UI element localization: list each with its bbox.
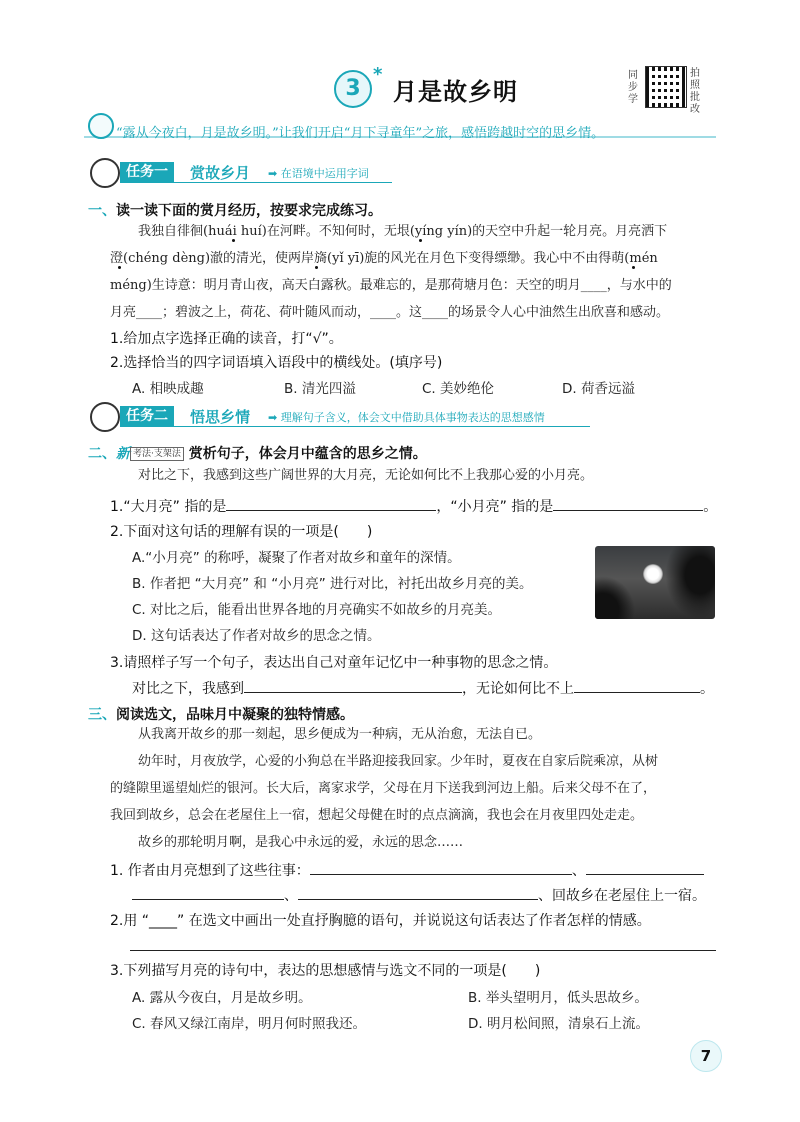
emphasis-dot <box>315 266 318 269</box>
answer-blank[interactable] <box>310 860 572 875</box>
page-number: 7 <box>690 1040 722 1072</box>
passage-line: 幼年时，月夜放学，心爱的小狗总在半路迎接我回家。少年时，夏夜在自家后院乘凉，从树 <box>138 754 659 769</box>
star-mark: * <box>373 64 383 85</box>
task1-header <box>90 160 720 184</box>
qr-label-left: 同步学 <box>628 70 638 105</box>
option-c[interactable]: C. 对比之后，能看出世界各地的月亮确实不如故乡的月亮美。 <box>132 602 502 618</box>
option-d[interactable]: D. 明月松间照，清泉石上流。 <box>468 1016 649 1032</box>
mascot-icon <box>88 113 114 139</box>
answer-blank[interactable] <box>586 860 704 875</box>
lesson-number-badge: 3 <box>334 70 372 108</box>
section2-question-2: 2.下面对这句话的理解有误的一项是( ) <box>110 524 373 540</box>
task2-goal: ➡ 理解句子含义，体会文中借助具体事物表达的思想感情 <box>268 411 545 424</box>
task2-underline <box>120 426 590 427</box>
emphasis-dot <box>118 266 121 269</box>
section2-question-1: 1.“大月亮” 指的是 ，“小月亮” 指的是 。 <box>110 496 717 516</box>
option-a[interactable]: A. 相映成趣 <box>132 381 204 397</box>
answer-blank[interactable] <box>574 678 700 693</box>
section2-heading: 二、新 考法·支架法 赏析句子，体会月中蕴含的思乡之情。 <box>88 446 427 462</box>
option-b[interactable]: B. 清光四溢 <box>284 381 356 397</box>
task1-goal: ➡ 在语境中运用字词 <box>268 167 369 180</box>
option-a[interactable]: A.“小月亮” 的称呼，凝聚了作者对故乡和童年的深情。 <box>132 550 461 566</box>
emphasis-dot <box>632 266 635 269</box>
answer-blank[interactable] <box>298 885 538 900</box>
qr-code-icon[interactable] <box>645 66 687 108</box>
passage-line: 澄(chéng dèng)澈的清光，使两岸旖(yǐ yī)旎的风光在月色下变得缥缈。我心中不由得萌(mén <box>110 251 658 266</box>
task2-name: 悟思乡情 <box>190 408 251 426</box>
mascot-icon <box>90 158 120 188</box>
section1-passage <box>110 218 720 326</box>
answer-blank[interactable] <box>244 678 462 693</box>
answer-blank[interactable] <box>226 496 436 511</box>
option-d[interactable]: D. 荷香远溢 <box>562 381 635 397</box>
answer-blank[interactable] <box>553 496 703 511</box>
option-d[interactable]: D. 这句话表达了作者对故乡的思念之情。 <box>132 628 381 644</box>
passage-line: 我回到故乡，总会在老屋住上一宿，想起父母健在时的点点滴滴，我也会在月夜里四处走走。 <box>110 808 644 823</box>
section3-question-1: 1. 作者由月亮想到了这些往事： 、 <box>110 860 704 880</box>
section2-sentence: 对比之下，我感到这些广阔世界的大月亮，无论如何比不上我那心爱的小月亮。 <box>138 468 594 483</box>
task1-label: 任务一 <box>120 162 174 182</box>
task2-label: 任务二 <box>120 406 174 426</box>
passage-line: 故乡的那轮明月啊，是我心中永远的爱，永远的思念…… <box>138 835 464 850</box>
mascot-icon <box>90 402 120 432</box>
section3-question-3: 3.下列描写月亮的诗句中，表达的思想感情与选文不同的一项是( ) <box>110 963 541 979</box>
option-b[interactable]: B. 举头望明月，低头思故乡。 <box>468 990 648 1006</box>
option-c[interactable]: C. 春风又绿江南岸，明月何时照我还。 <box>132 1016 367 1032</box>
passage-line: 的缝隙里遥望灿烂的银河。长大后，离家求学，父母在月下送我到河边上船。后来父母不在了， <box>110 781 657 796</box>
qr-label-right: 拍照批改 <box>690 68 700 115</box>
option-c[interactable]: C. 美妙绝伦 <box>422 381 495 397</box>
passage-line: 月亮____；碧波之上，荷花、荷叶随风而动，____。这____的场景令人心中油然生出欣喜和感动。 <box>110 305 670 320</box>
section3-heading: 三、阅读选文，品味月中凝聚的独特情感。 <box>88 707 354 723</box>
passage-line: 从我离开故乡的那一刻起，思乡便成为一种病，无从治愈，无法自已。 <box>138 727 542 742</box>
task2-header <box>90 404 720 428</box>
emphasis-dot <box>419 239 422 242</box>
section2-question-3-template: 对比之下，我感到 ，无论如何比不上 。 <box>132 678 714 698</box>
section3-question-1-cont: 、 、回故乡在老屋住上一宿。 <box>132 885 706 905</box>
moon-night-image <box>595 546 715 619</box>
lesson-title: 月是故乡明 <box>393 77 518 106</box>
emphasis-dot <box>232 239 235 242</box>
task1-name: 赏故乡月 <box>190 164 251 182</box>
passage-line: méng)生诗意：明月青山夜，高天白露秋。最难忘的，是那荷塘月色：天空的明月____，与水中的 <box>110 278 672 293</box>
answer-blank[interactable] <box>132 885 284 900</box>
intro-text: “露从今夜白，月是故乡明。”让我们开启“月下寻童年”之旅，感悟跨越时空的思乡情。 <box>116 126 605 141</box>
section1-question-2: 2.选择恰当的四字词语填入语段中的横线处。(填序号) <box>110 355 443 371</box>
task1-underline <box>120 182 392 183</box>
option-a[interactable]: A. 露从今夜白，月是故乡明。 <box>132 990 312 1006</box>
section1-question-1: 1.给加点字选择正确的读音，打“√”。 <box>110 331 343 347</box>
option-b[interactable]: B. 作者把 “大月亮” 和 “小月亮” 进行对比，衬托出故乡月亮的美。 <box>132 576 533 592</box>
section3-question-2: 2.用 “____” 在选文中画出一处直抒胸臆的语句，并说说这句话表达了作者怎样的情感。 <box>110 913 651 929</box>
section3-passage <box>110 721 720 856</box>
section2-question-3: 3.请照样子写一个句子，表达出自己对童年记忆中一种事物的思念之情。 <box>110 655 558 671</box>
passage-line: 我独自徘徊(huái huí)在河畔。不知何时，无垠(yíng yín)的天空中升起一轮月亮。月亮洒下 <box>138 224 668 239</box>
method-tag: 考法·支架法 <box>130 447 184 461</box>
section1-heading: 一、读一读下面的赏月经历，按要求完成练习。 <box>88 203 382 219</box>
answer-line[interactable] <box>130 950 716 951</box>
